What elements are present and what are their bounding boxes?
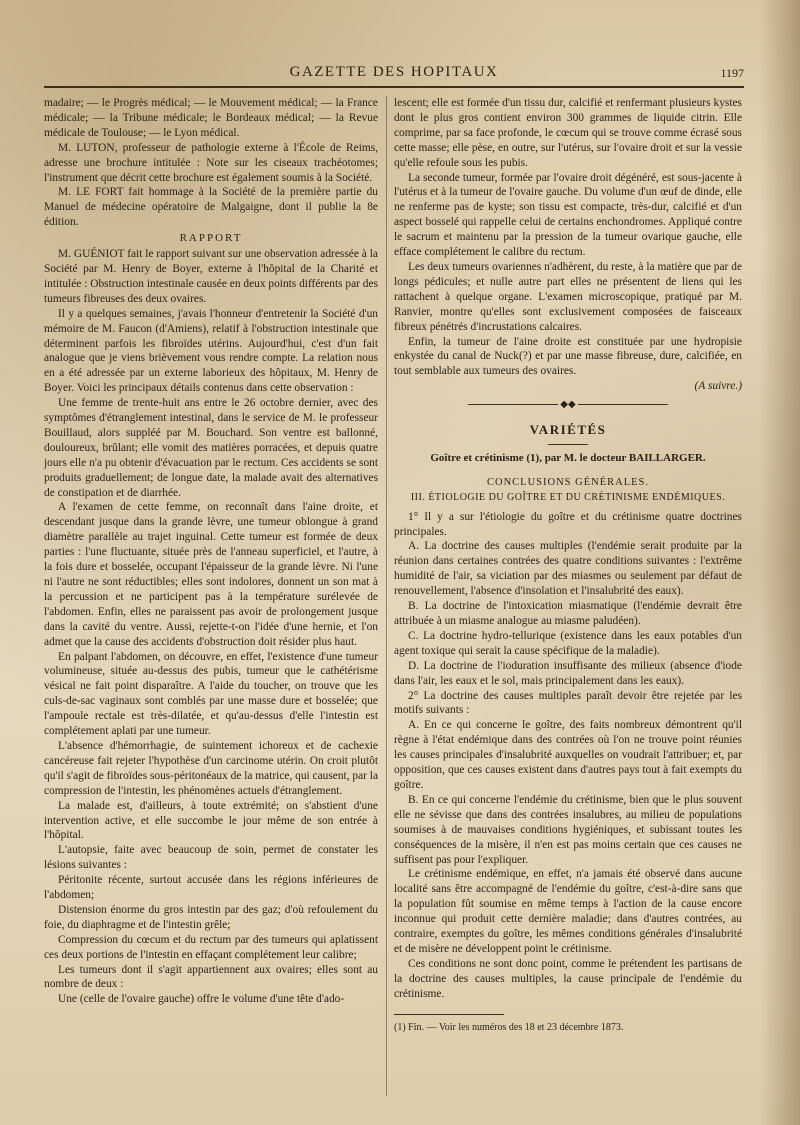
left-paragraph: madaire; — le Progrès médical; — le Mouvement médical; — la France médicale; — la Tribune médicale; le Bordeaux médical; — la Revue médicale de Toulouse; — le Lyon médical. — [44, 97, 378, 139]
right-paragraph: 1° Il y a sur l'étiologie du goître et du crétinisme quatre doctrines principales. — [394, 510, 742, 538]
right-paragraph: 2° La doctrine des causes multiples paraît devoir être rejetée par les motifs suivants : — [394, 689, 742, 717]
to-be-continued: (A suivre.) — [694, 380, 742, 393]
footnote-rule — [394, 1014, 504, 1015]
right-paragraph: La seconde tumeur, formée par l'ovaire droit dégénéré, est sous-jacente à l'utérus et à la tumeur de l'ovaire gauche. Du volume d'un œuf de dinde, elle ne renferme pas de kyste; son tissu est compacte, très-dur, calcifié et d'un aspect bosselé qui rappelle celui de certains enchondromes. Appliqué contre le sacrum et maintenu par la pression de la tumeur ovarique gauche, elle efface complétement le calibre du rectum. — [394, 171, 742, 259]
left-paragraph: En palpant l'abdomen, on découvre, en effet, l'existence d'une tumeur volumineuse, située au-dessus des pubis, tumeur que le cathétérisme vésical ne fait point disparaître. A l'aide du toucher, on trouve que les culs-de-sac vaginaux sont comblés par une masse dure et bosselée; que l'ampoule rectale est très-dilatée, et qu'au-dessus d'elle l'intestin est complétement aplati par une tumeur. — [44, 650, 378, 738]
section-ornament: ◆◆ — [394, 398, 742, 413]
chapter-heading: III. ÉTIOLOGIE DU GOÎTRE ET DU CRÉTINISME ENDÉMIQUES. — [410, 491, 726, 503]
right-paragraph: C. La doctrine hydro-tellurique (existence dans les eaux potables d'un agent toxique qui serait la cause spécifique de la maladie). — [394, 629, 742, 657]
left-column — [44, 96, 378, 1007]
conclusions-heading: CONCLUSIONS GÉNÉRALES. — [486, 476, 649, 488]
right-paragraph: D. La doctrine de l'ioduration insuffisante des milieux (absence d'iode dans l'air, les eaux et le sol, mais principalement dans les eaux). — [394, 659, 742, 687]
rapport-heading: RAPPORT — [179, 232, 243, 245]
right-paragraph: A. En ce qui concerne le goître, des faits nombreux démontrent qu'il règne à l'état endémique dans des contrées où l'on ne trouve point réunies les causes principales d'insalubrité auxquelles on voudrait l'attribuer; et, par opposition, que ces causes existent dans d'autres pays tout à fait exempts du goître. — [394, 719, 742, 791]
left-paragraph: L'absence d'hémorrhagie, de suintement ichoreux et de cachexie cancéreuse fait rejeter l'hypothèse d'un carcinome utérin. On croit plutôt qu'il s'agit de fibroïdes sous-péritonéaux de la matrice, qui causent, par la compression de l'intestin, les phénomènes actuels d'étranglement. — [44, 739, 379, 797]
right-paragraph: lescent; elle est formée d'un tissu dur, calcifié et renfermant plusieurs kystes dont le plus gros contient environ 300 grammes de liquide citrin. Elle comprime, par sa face profonde, le cœcum qui se trouve comme écrasé sous cette masse; elle pèse, en outre, sur l'utérus, sur l'ovaire droit et sur la vessie qu'elle refoule sous les pubis. — [394, 97, 742, 169]
page-header — [44, 64, 744, 88]
right-column — [394, 96, 742, 1035]
journal-title: GAZETTE DES HOPITAUX — [289, 64, 499, 80]
column-divider — [386, 96, 387, 1096]
footnote: (1) Fin. — Voir les numéros des 18 et 23 décembre 1873. — [394, 1021, 624, 1033]
right-paragraph: B. La doctrine de l'intoxication miasmatique (l'endémie devrait être attribuée à un miasme analogue au miasme paludéen). — [394, 600, 742, 627]
left-paragraph: Les tumeurs dont il s'agit appartiennent aux ovaires; elles sont au nombre de deux : — [44, 963, 378, 991]
right-paragraph: B. En ce qui concerne l'endémie du crétinisme, bien que le plus souvent elle ne sévisse que dans des contrées insalubres, au milieu de populations soumises à de mauvaises conditions hygiéniques, et subissant toutes les conséquences de la misère, il n'en est pas moins certain que ces causes ne suffisent pas pour l'expliquer. — [394, 793, 742, 866]
left-paragraph: La malade est, d'ailleurs, à toute extrémité; on s'abstient d'une intervention active, et elle succombe le jour même de son entrée à l'hôpital. — [44, 799, 378, 842]
right-paragraph: A. La doctrine des causes multiples (l'endémie serait produite par la réunion dans certaines contrées des quatre conditions suivantes : l'extrême humidité de l'air, sa viciation par des miasmes ou seulement par défaut de renouvellement, l'absence d'insolation et l'insalubrité des eaux). — [394, 540, 742, 598]
right-paragraph: Ces conditions ne sont donc point, comme le prétendent les partisans de la doctrine des causes multiples, la cause principale de l'endémie du crétinisme. — [394, 957, 742, 1000]
section-title: VARIÉTÉS — [529, 422, 607, 438]
left-paragraph: Il y a quelques semaines, j'avais l'honneur d'entretenir la Société d'un mémoire de M. Faucon (d'Amiens), relatif à l'obstruction intestinale que déterminent parfois les fibroïdes utérins. Aujourd'hui, c'est d'un fait analogue que je viens brièvement vous rendre compte. La relation nous en a été adressée par un externe laborieux des hôpitaux, M. Henry de Boyer. Voici les principaux détails contenus dans cette observation : — [44, 307, 378, 395]
left-paragraph: M. LUTON, professeur de pathologie externe à l'École de Reims, adresse une brochure intitulée : Note sur les ciseaux trachéotomes; l'instrument que décrit cette brochure est également soumis à la Société. — [44, 141, 378, 184]
page-number: 1197 — [720, 66, 744, 80]
left-paragraph: Compression du cœcum et du rectum par des tumeurs qui aplatissent ces deux portions de l'intestin en effaçant complétement leur calibre; — [44, 933, 378, 961]
left-paragraph: Distension énorme du gros intestin par des gaz; d'où refoulement du foie, du diaphragme et de l'intestin grêle; — [44, 903, 378, 931]
left-paragraph: Péritonite récente, surtout accusée dans les régions inférieures de l'abdomen; — [44, 874, 378, 902]
short-rule — [548, 444, 588, 445]
left-paragraph: M. GUÉNIOT fait le rapport suivant sur une observation adressée à la Société par M. Henry de Boyer, externe à l'hôpital de la Charité et intitulée : Obstruction intestinale causée en deux points différents par des tumeurs fibreuses des deux ovaires. — [44, 248, 378, 305]
left-paragraph: Une (celle de l'ovaire gauche) offre le volume d'une tête d'ado- — [58, 993, 345, 1006]
left-paragraph: Une femme de trente-huit ans entre le 26 octobre dernier, avec des symptômes d'étranglement intestinal, dans le service de M. le professeur Bouillaud, alors suppléé par M. Bouchard. Son ventre est ballonné, douloureux, brûlant; elle vomit des matières porracées, et depuis quatre jours elle n'a pu obtenir d'évacuation par le rectum. Ces accidents se sont produits graduellement; de longue date, la malade avait des alternatives de constipation et de diarrhée. — [44, 397, 378, 499]
left-paragraph: L'autopsie, faite avec beaucoup de soin, permet de constater les lésions suivantes : — [44, 844, 378, 872]
right-paragraph: Les deux tumeurs ovariennes n'adhèrent, du reste, à la matière que par de longs pédicules; et nulle autre part elles ne présentent de liens qui les rattachent à quelque organe. L'examen microscopique, pratiqué par M. Ranvier, montre qu'elles sont exclusivement composées de faisceaux fibreux pénétrés d'incrustations calcaires. — [394, 260, 742, 333]
right-paragraph: Le crétinisme endémique, en effet, n'a jamais été observé dans aucune localité sans être accompagné de l'endémie du goître, c'est-à-dire sans que la population fût soumise en même temps à l'action de la cause encore inconnue qui produit cette dernière maladie; dans d'autres contrées, au contraire, exemptes du goître, les mêmes conditions générales d'insalubrité et de misère ne développent point le crétinisme. — [394, 868, 742, 955]
left-paragraph: M. LE FORT fait hommage à la Société de la première partie du Manuel de médecine opératoire de Malgaigne, dont il publie la 8e édition. — [44, 186, 378, 229]
right-paragraph: Enfin, la tumeur de l'aine droite est constituée par une hydropisie enkystée du canal de Nuck(?) et par une masse fibreuse, dure, calcifiée, en tout semblable aux tumeurs des ovaires. — [394, 335, 742, 378]
article-title: Goître et crétinisme (1), par M. le docteur BAILLARGER. — [430, 451, 706, 464]
page-edge-shadow — [760, 0, 800, 1125]
left-paragraph: A l'examen de cette femme, on reconnaît dans l'aine droite, et descendant jusque dans la grande lèvre, une tumeur oblongue à grand diamètre parallèle au trajet inguinal. Cette tumeur est formée de deux parties : l'une fluctuante, située près de l'anneau superficiel, et l'autre, à la fois dure et bosselée, occupant l'épaisseur de la grande lèvre. Ni l'une ni l'autre ne sont réductibles; elles sont indolores, donnent un son mat à la percussion et ne participent pas à la température surélevée de l'abdomen. Enfin, elles ne paraissent pas avoir de prolongement jusque dans la cavité du ventre. Aussi, rejette-t-on l'idée d'une hernie, et l'on admet que la cause des accidents d'obstruction doit résider plus haut. — [44, 501, 378, 648]
